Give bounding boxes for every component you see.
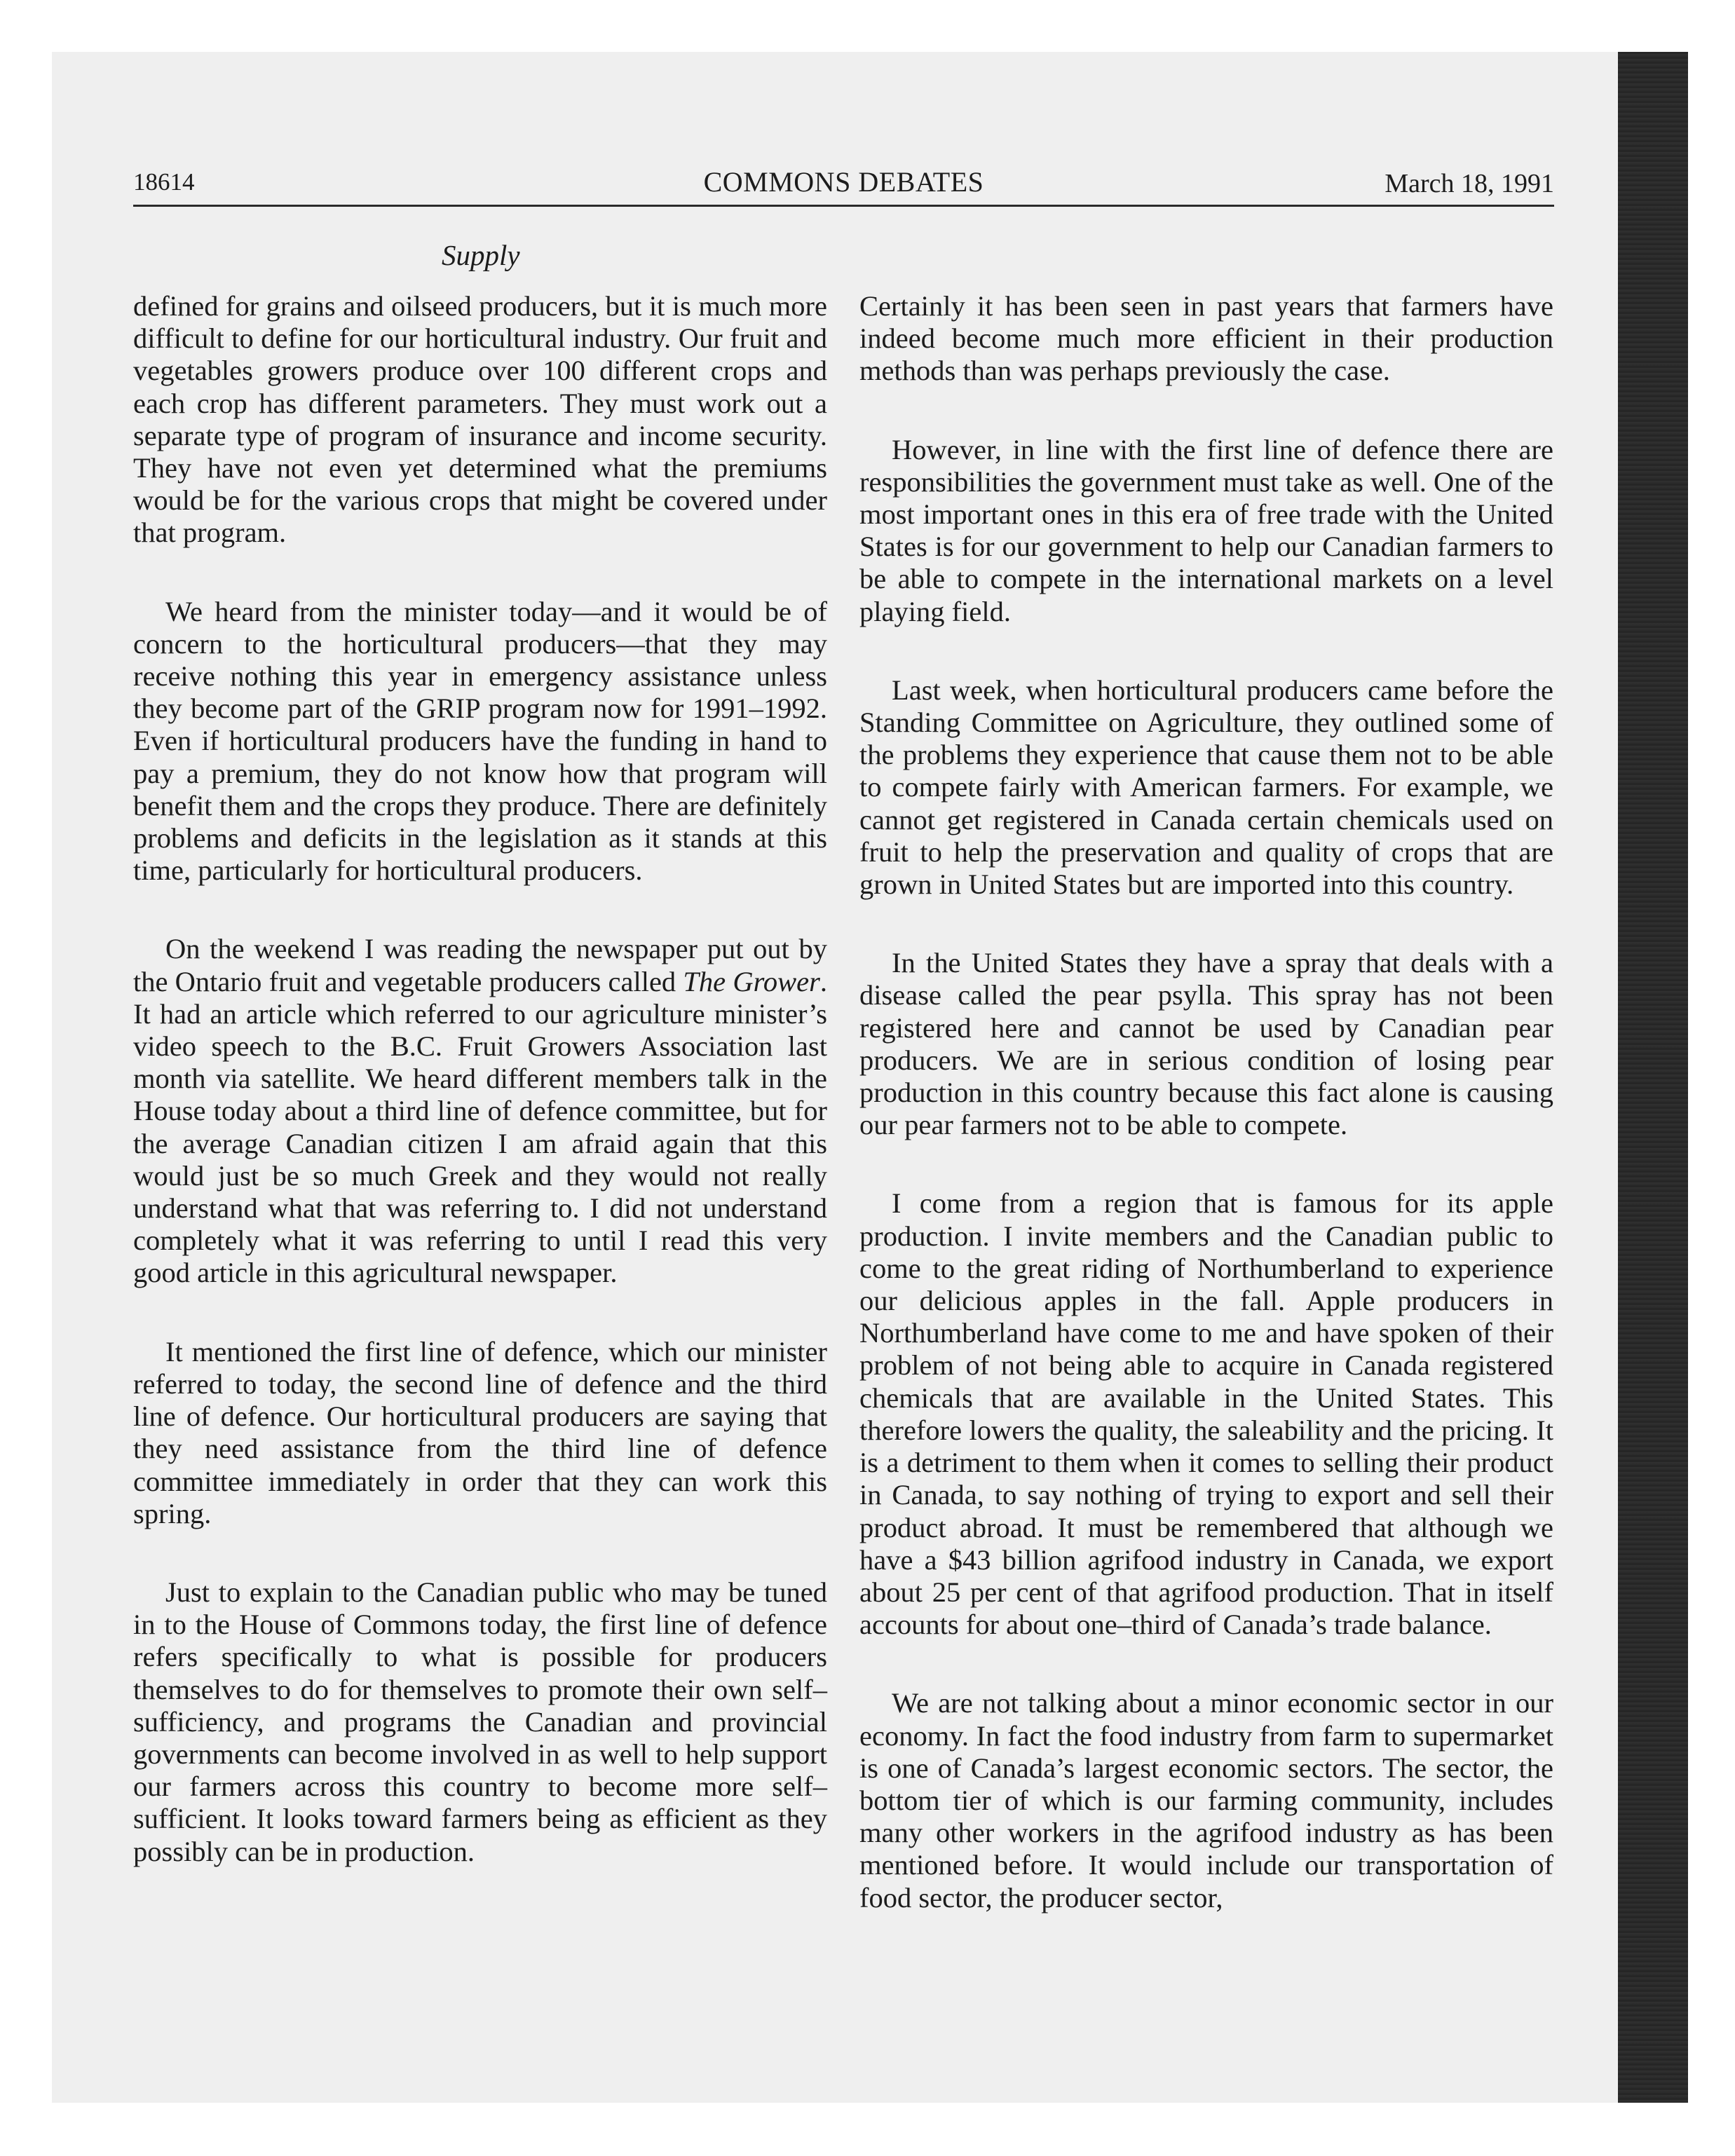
page-number: 18614 [133,168,195,196]
right-column [859,290,1553,1914]
paragraph: Certainly it has been seen in past years that farmers have indeed become much more efficient in their production methods than was perhaps previously the case. [859,290,1553,387]
newspaper-title: The Grower [683,965,820,997]
paragraph: Just to explain to the Canadian public who may be tuned in to the House of Commons today, the first line of defence refers specifically to what is possible for producers themselves to do for themselves to promote their own self–sufficiency, and programs the Canadian and provincial governments can become involved in as well to help support our farmers across this country to become more self–sufficient. It looks toward farmers being as efficient as they possibly can be in production. [133,1576,827,1867]
journal-title: COMMONS DEBATES [703,166,984,198]
paragraph: I come from a region that is famous for its apple production. I invite members and the Canadian public to come to the great riding of Northumberland to experience our delicious apples in the fall. Apple producers in Northumberland have come to me and have spoken of their problem of not being able to acquire in Canada registered chemicals that are available in the United States. This therefore lowers the quality, the saleability and the pricing. It is a detriment to them when it comes to selling their product in Canada, to say nothing of trying to export and sell their product abroad. It must be remembered that although we have a $43 billion agrifood industry in Canada, we export about 25 per cent of that agrifood production. That in itself accounts for about one–third of Canada’s trade balance. [859,1187,1553,1641]
paragraph: In the United States they have a spray that deals with a disease called the pear psylla. This spray has not been registered here and cannot be used by Canadian pear producers. We are in serious condition of losing pear production in this country because this fact alone is causing our pear farmers not to be able to compete. [859,947,1553,1141]
paragraph: defined for grains and oilseed producers, but it is much more difficult to define for our horticultural industry. Our fruit and vegetables growers produce over 100 different crops and each crop has different parameters. They must work out a separate type of program of insurance and income security. They have not even yet determined what the premiums would be for the various crops that might be covered under that program. [133,290,827,549]
paragraph [133,933,827,1289]
paragraph-text: On the weekend I was reading the newspaper put out by the Ontario fruit and vegetable producers called [133,933,827,997]
paragraph-text: . It had an article which referred to our agriculture minister’s video speech to the B.C. Fruit Growers Association last month via satellite. We heard different members talk in the House today about a third line of defence committee, but for the average Canadian citizen I am afraid again that this would just be so much Greek and they would not really understand what that was referring to. I did not understand completely what it was referring to until I read this very good article in this agricultural newspaper. [133,965,827,1289]
issue-date: March 18, 1991 [1384,169,1554,198]
paragraph: It mentioned the first line of defence, which our minister referred to today, the second line of defence and the third line of defence. Our horticultural producers are saying that they need assistance from the third line of defence committee immediately in order that they can work this spring. [133,1335,827,1529]
paragraph: We heard from the minister today—and it would be of concern to the horticultural producers—that they may receive nothing this year in emergency assistance unless they become part of the GRIP program now for 1991–1992. Even if horticultural producers have the funding in hand to pay a premium, they do not know how that program will benefit them and the crops they produce. There are definitely problems and deficits in the legislation as it stands at this time, particularly for horticultural producers. [133,595,827,887]
left-column [133,290,827,1868]
section-heading: Supply [442,239,520,271]
binding-shadow [1618,52,1688,2103]
paragraph: However, in line with the first line of defence there are responsibilities the government must take as well. One of the most important ones in this era of free trade with the United States is for our government to help our Canadian farmers to be able to compete in the international markets on a level playing field. [859,433,1553,627]
paragraph: Last week, when horticultural producers came before the Standing Committee on Agriculture, they outlined some of the problems they experience that cause them not to be able to compete fairly with American farmers. For example, we cannot get registered in Canada certain chemicals used on fruit to help the preservation and quality of crops that are grown in United States but are imported into this country. [859,674,1553,901]
paragraph: We are not talking about a minor economic sector in our economy. In fact the food industry from farm to supermarket is one of Canada’s largest economic sectors. The sector, the bottom tier of which is our farming community, includes many other workers in the agrifood industry as has been mentioned before. It would include our transportation of food sector, the producer sector, [859,1687,1553,1913]
page-header [133,163,1554,207]
